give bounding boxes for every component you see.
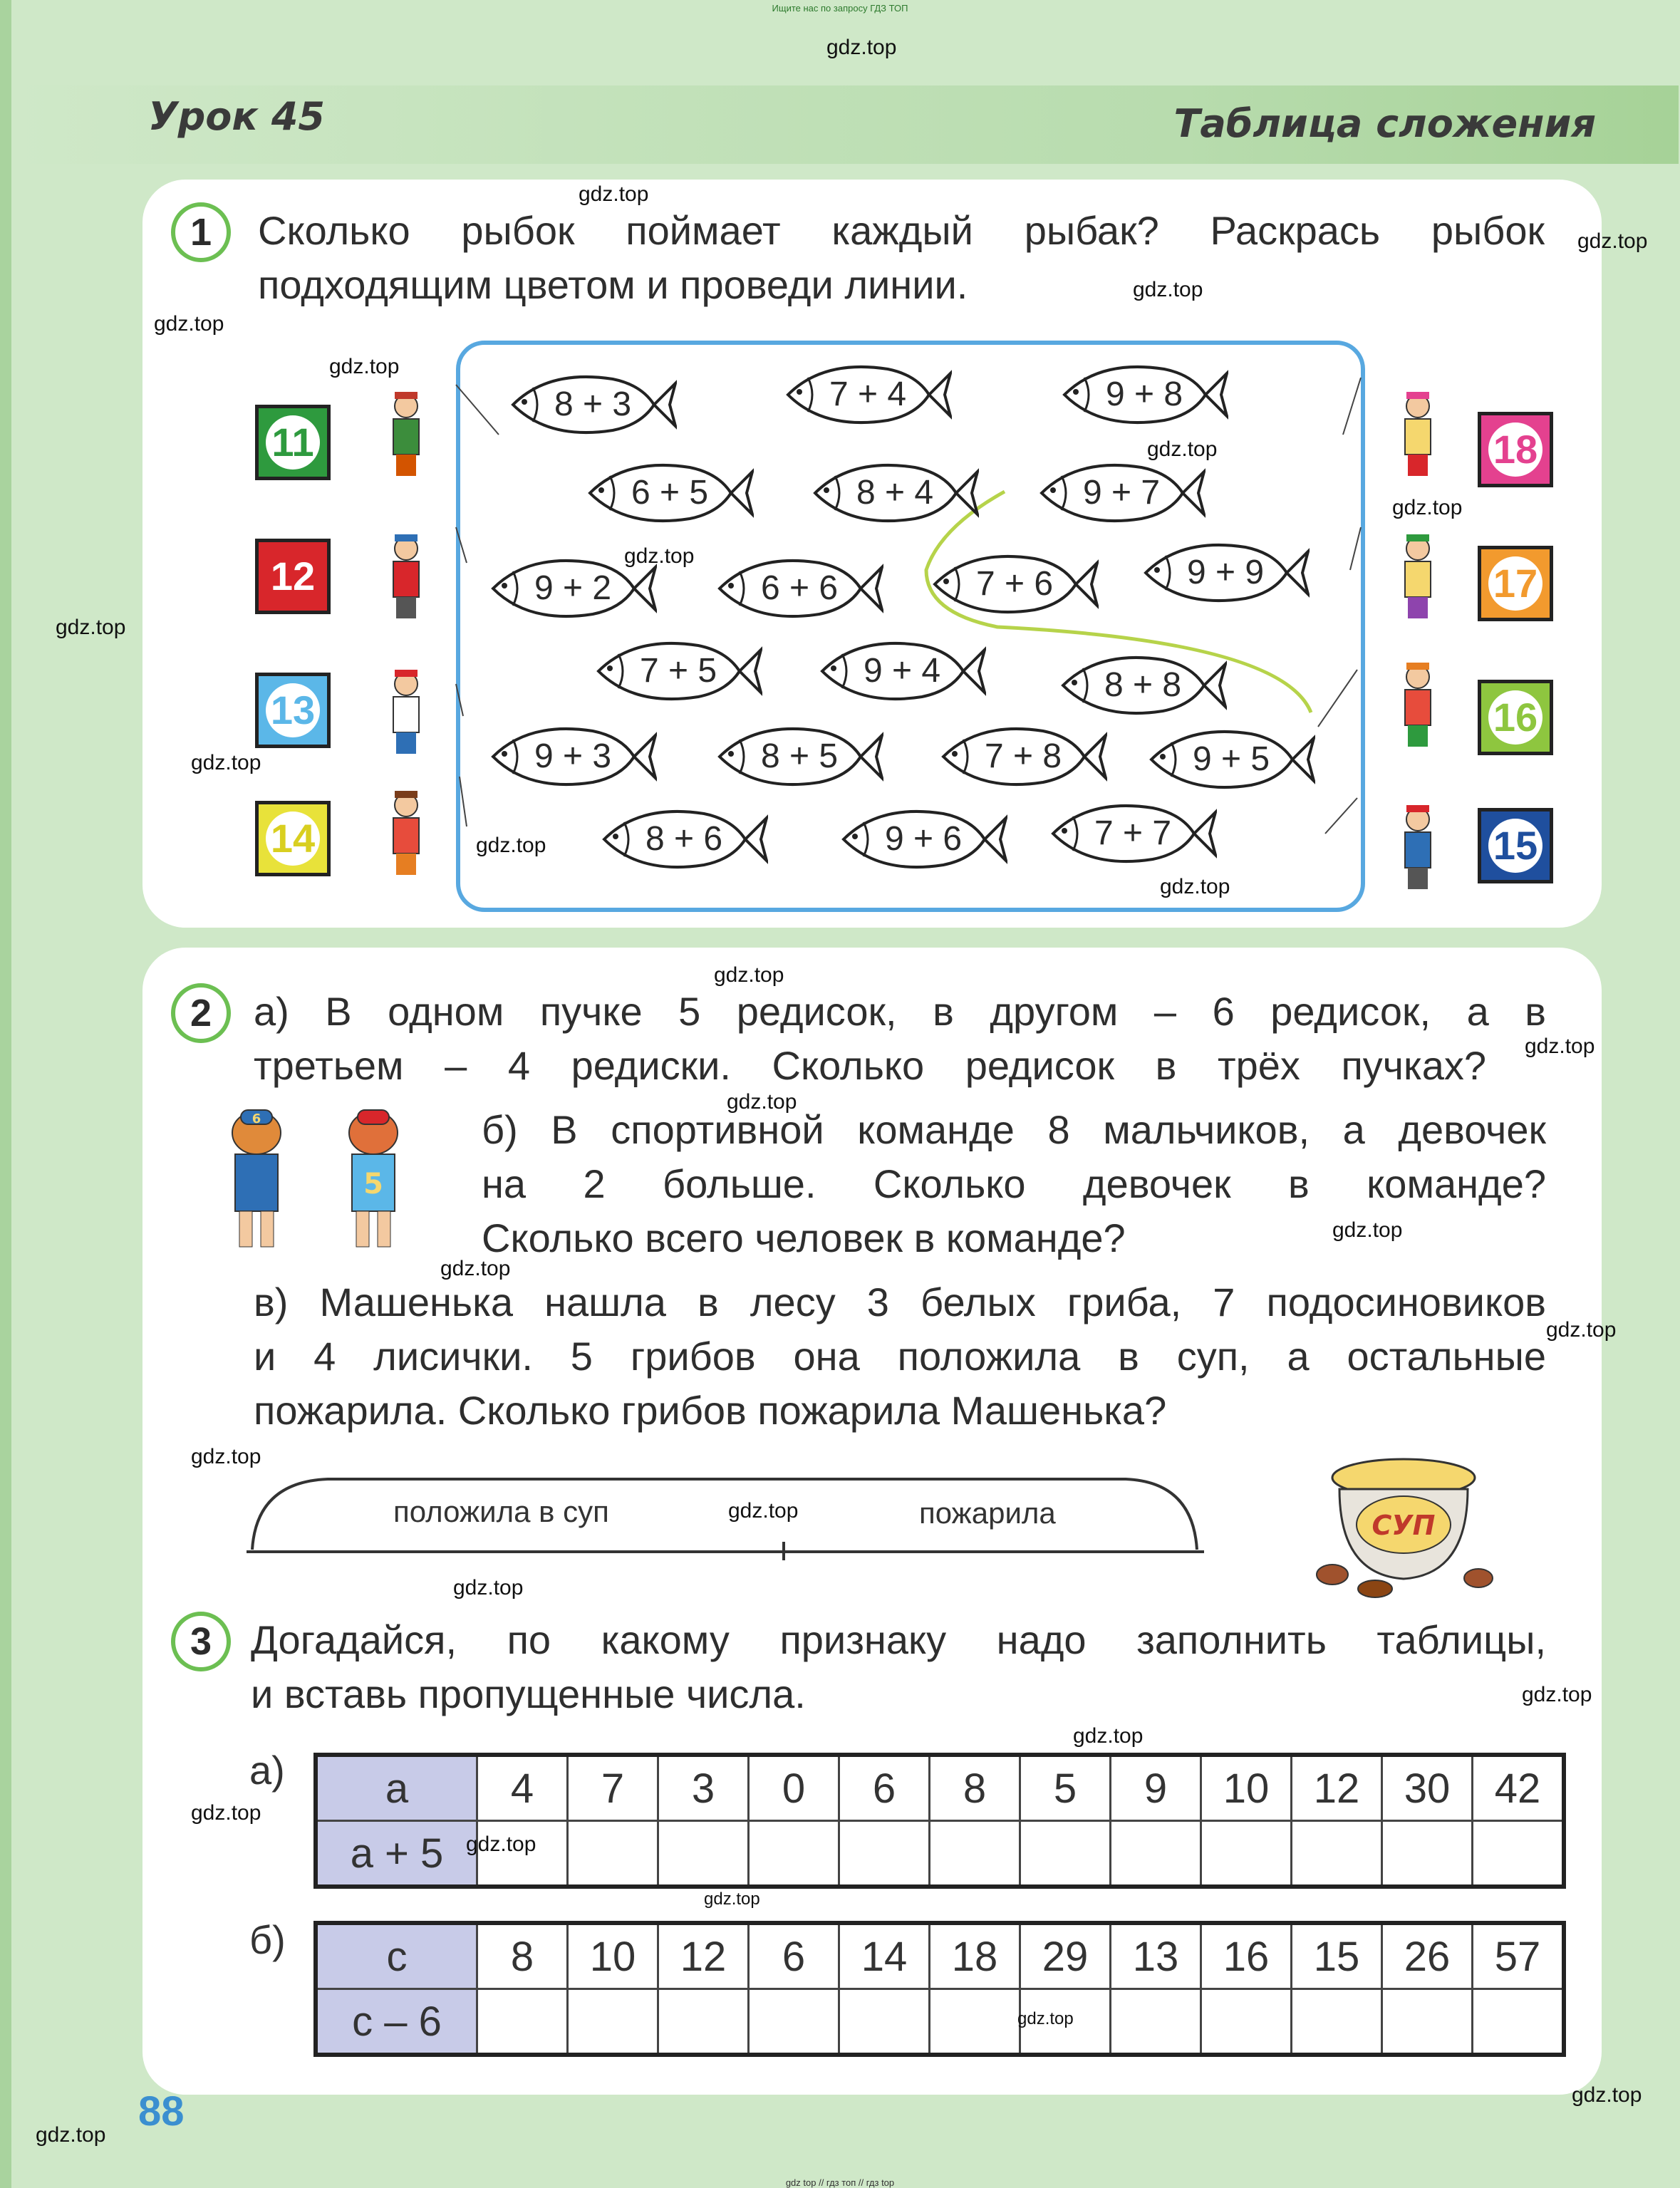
watermark: gdz.top xyxy=(1332,1218,1403,1242)
table-a-value: 30 xyxy=(1382,1755,1473,1821)
task2-b-line3: Сколько всего человек в команде? xyxy=(482,1215,1126,1260)
watermark: gdz.top xyxy=(826,36,897,59)
table-a-value: 12 xyxy=(1292,1755,1382,1821)
diagram-right-label: пожарила xyxy=(919,1496,1056,1530)
top-note: Ищите нас по запросу ГДЗ ТОП xyxy=(772,3,908,14)
watermark: gdz.top xyxy=(1147,437,1218,461)
watermark: gdz.top xyxy=(727,1090,797,1114)
task1-line1: Сколько рыбок поймает каждый рыбак? Раскрась рыбок xyxy=(258,208,1545,253)
fish-expression: 6 + 5 xyxy=(631,474,709,512)
fish-item[interactable] xyxy=(1050,359,1228,430)
table-a-value: 9 xyxy=(1111,1755,1201,1821)
soup-pot-icon xyxy=(1311,1446,1496,1603)
fish-item[interactable] xyxy=(499,369,677,440)
fish-item[interactable] xyxy=(705,553,883,624)
fisherman-icon xyxy=(370,663,442,762)
table-a-value: 0 xyxy=(749,1755,839,1821)
number-16-label: 16 xyxy=(1488,690,1542,745)
table-a-answer-cell[interactable] xyxy=(1201,1821,1292,1887)
watermark: gdz.top xyxy=(1017,2009,1074,2028)
number-box-13[interactable] xyxy=(255,673,331,748)
fisherman-icon xyxy=(370,385,442,484)
task3-line2: и вставь пропущенные числа. xyxy=(251,1671,806,1716)
number-11-label: 11 xyxy=(266,415,320,470)
fish-expression: 9 + 5 xyxy=(1192,740,1270,778)
table-b-head-c-minus-6: c – 6 xyxy=(316,1989,477,2055)
task2-number: 2 xyxy=(171,983,231,1043)
table-b-answer-cell[interactable] xyxy=(477,1989,568,2055)
fish-item[interactable] xyxy=(576,457,754,529)
fish-item[interactable] xyxy=(774,359,952,430)
table-a-answer-cell[interactable] xyxy=(658,1821,749,1887)
table-b-value: 15 xyxy=(1292,1923,1382,1989)
table-a-value: 7 xyxy=(568,1755,658,1821)
table-a-label: а) xyxy=(249,1748,285,1793)
watermark: gdz.top xyxy=(329,355,400,378)
task2-b-line2: на 2 больше. Сколько девочек в команде? xyxy=(482,1161,1546,1206)
task2-a-line2: третьем – 4 редиски. Сколько редисок в трёх пучках? xyxy=(254,1043,1486,1088)
table-a-head-a: a xyxy=(316,1755,477,1821)
table-b-value: 8 xyxy=(477,1923,568,1989)
table-b-value: 12 xyxy=(658,1923,749,1989)
table-b-answer-cell[interactable] xyxy=(1201,1989,1292,2055)
fish-expression: 7 + 7 xyxy=(1094,814,1172,852)
watermark: gdz.top xyxy=(476,834,546,857)
table-a-answer-cell[interactable] xyxy=(1111,1821,1201,1887)
task3-line1: Догадайся, по какому признаку надо заполнить таблицы, xyxy=(251,1617,1546,1662)
fish-item[interactable] xyxy=(584,636,762,707)
fish-item[interactable] xyxy=(829,804,1007,875)
watermark: gdz.top xyxy=(191,1445,261,1468)
number-box-12[interactable] xyxy=(255,539,331,614)
number-14-label: 14 xyxy=(266,812,320,866)
fish-item[interactable] xyxy=(1131,537,1310,608)
task2-c-line3: пожарила. Сколько грибов пожарила Машенька? xyxy=(254,1388,1167,1433)
watermark: gdz.top xyxy=(1073,1724,1144,1748)
fish-expression: 7 + 6 xyxy=(975,565,1054,603)
number-13-label: 13 xyxy=(266,683,320,737)
number-box-11[interactable] xyxy=(255,405,331,480)
watermark: gdz.top xyxy=(154,312,224,336)
fish-item[interactable] xyxy=(1027,457,1205,529)
table-b-value: 6 xyxy=(749,1923,839,1989)
table-b-answer-cell[interactable] xyxy=(749,1989,839,2055)
fisherman-icon xyxy=(370,784,442,883)
table-b-label: б) xyxy=(249,1917,286,1962)
watermark: gdz.top xyxy=(1577,229,1648,253)
watermark: gdz.top xyxy=(440,1257,511,1280)
fisherman-icon xyxy=(1382,655,1453,755)
fish-expression: 7 + 4 xyxy=(829,375,907,413)
number-box-18[interactable] xyxy=(1478,412,1553,487)
fish-expression: 7 + 5 xyxy=(639,652,717,690)
fish-expression: 8 + 6 xyxy=(645,820,723,858)
task1-number: 1 xyxy=(171,202,231,262)
number-15-label: 15 xyxy=(1488,819,1542,873)
table-b-answer-cell[interactable] xyxy=(1111,1989,1201,2055)
fish-item[interactable] xyxy=(479,721,657,792)
table-b-value: 14 xyxy=(839,1923,930,1989)
table-b-answer-cell[interactable] xyxy=(568,1989,658,2055)
table-b xyxy=(313,1921,1566,2057)
fish-expression: 7 + 8 xyxy=(984,737,1062,775)
table-a-value: 6 xyxy=(839,1755,930,1821)
watermark: gdz.top xyxy=(1133,278,1203,301)
table-b-value: 26 xyxy=(1382,1923,1473,1989)
task2-c-line2: и 4 лисички. 5 грибов она положила в суп, а остальные xyxy=(254,1334,1546,1379)
number-12-label: 12 xyxy=(270,554,316,598)
number-box-15[interactable] xyxy=(1478,808,1553,883)
number-17-label: 17 xyxy=(1488,556,1542,611)
watermark: gdz.top xyxy=(579,182,649,206)
fisherman-icon xyxy=(370,527,442,627)
lesson-title: Урок 45 xyxy=(148,94,325,139)
table-a-answer-cell[interactable] xyxy=(749,1821,839,1887)
table-b-value: 10 xyxy=(568,1923,658,1989)
fish-expression: 9 + 8 xyxy=(1105,375,1183,413)
fish-expression: 9 + 7 xyxy=(1082,474,1161,512)
task3-number: 3 xyxy=(171,1612,231,1671)
table-a-answer-cell[interactable] xyxy=(839,1821,930,1887)
watermark: gdz.top xyxy=(1572,2083,1642,2107)
fish-item[interactable] xyxy=(705,721,883,792)
fish-expression: 9 + 9 xyxy=(1186,554,1265,591)
table-a-head-a-plus-5: a + 5 xyxy=(316,1821,477,1887)
number-box-14[interactable] xyxy=(255,801,331,876)
table-b-answer-cell[interactable] xyxy=(930,1989,1020,2055)
table-a-value: 42 xyxy=(1473,1755,1565,1821)
task1-line2: подходящим цветом и проведи линии. xyxy=(258,262,968,307)
table-a-value: 5 xyxy=(1020,1755,1111,1821)
watermark: gdz.top xyxy=(624,544,695,568)
table-b-answer-cell[interactable] xyxy=(839,1989,930,2055)
jersey-number-1: 6 xyxy=(252,1111,261,1126)
diagram-left-label: положила в суп xyxy=(393,1495,609,1528)
number-18-label: 18 xyxy=(1488,422,1542,477)
table-b-value: 18 xyxy=(930,1923,1020,1989)
fisherman-icon xyxy=(1382,798,1453,898)
fish-expression: 9 + 6 xyxy=(884,820,963,858)
fish-expression: 8 + 8 xyxy=(1104,666,1182,704)
football-player-icon xyxy=(214,1097,299,1261)
table-b-head-c: c xyxy=(316,1923,477,1989)
fish-expression: 8 + 5 xyxy=(760,737,839,775)
watermark: gdz.top xyxy=(714,963,784,987)
task2-a-line1: а) В одном пучке 5 редисок, в другом – 6 редисок, а в xyxy=(254,989,1546,1034)
watermark: gdz.top xyxy=(191,751,261,774)
watermark: gdz.top xyxy=(728,1499,799,1523)
fish-item[interactable] xyxy=(808,636,986,707)
task2-c-line1: в) Машенька нашла в лесу 3 белых гриба, 7 подосиновиков xyxy=(254,1280,1546,1324)
bottom-note: gdz top // гдз топ // гдз top xyxy=(785,2177,895,2188)
fish-expression: 6 + 6 xyxy=(760,569,839,607)
table-b-answer-cell[interactable] xyxy=(658,1989,749,2055)
fisherman-icon xyxy=(1382,527,1453,627)
watermark: gdz.top xyxy=(466,1832,536,1856)
table-b-answer-cell[interactable] xyxy=(1292,1989,1382,2055)
watermark: gdz.top xyxy=(36,2123,106,2147)
table-b-value: 57 xyxy=(1473,1923,1565,1989)
table-a-value: 4 xyxy=(477,1755,568,1821)
table-a-answer-cell[interactable] xyxy=(1382,1821,1473,1887)
task2-b-line1: б) В спортивной команде 8 мальчиков, а девочек xyxy=(482,1107,1546,1152)
watermark: gdz.top xyxy=(1546,1318,1617,1342)
fish-item[interactable] xyxy=(929,721,1107,792)
table-a xyxy=(313,1753,1566,1889)
table-a-answer-cell[interactable] xyxy=(1292,1821,1382,1887)
number-box-16[interactable] xyxy=(1478,680,1553,755)
fish-item[interactable] xyxy=(801,457,979,529)
fish-item[interactable] xyxy=(590,804,768,875)
table-a-answer-cell[interactable] xyxy=(568,1821,658,1887)
topic-title: Таблица сложения xyxy=(1173,101,1596,146)
number-box-17[interactable] xyxy=(1478,546,1553,621)
watermark: gdz.top xyxy=(453,1576,524,1599)
football-player-icon xyxy=(331,1097,416,1261)
table-b-answer-cell[interactable] xyxy=(1473,1989,1565,2055)
watermark: gdz.top xyxy=(1522,1683,1592,1706)
fish-item[interactable] xyxy=(1049,650,1227,721)
table-a-answer-cell[interactable] xyxy=(930,1821,1020,1887)
table-b-value: 16 xyxy=(1201,1923,1292,1989)
watermark: gdz.top xyxy=(1392,496,1463,519)
table-b-value: 29 xyxy=(1020,1923,1111,1989)
table-b-answer-cell[interactable] xyxy=(1382,1989,1473,2055)
table-a-value: 10 xyxy=(1201,1755,1292,1821)
table-a-value: 8 xyxy=(930,1755,1020,1821)
fish-expression: 9 + 4 xyxy=(863,652,941,690)
table-a-answer-cell[interactable] xyxy=(1020,1821,1111,1887)
table-a-value: 3 xyxy=(658,1755,749,1821)
jersey-number-2: 5 xyxy=(363,1168,383,1201)
watermark: gdz.top xyxy=(704,1889,760,1909)
table-b-value: 13 xyxy=(1111,1923,1201,1989)
fish-item[interactable] xyxy=(921,549,1099,620)
table-a-answer-cell[interactable] xyxy=(1473,1821,1565,1887)
fish-item[interactable] xyxy=(1039,798,1217,869)
fish-expression: 9 + 2 xyxy=(534,569,612,607)
watermark: gdz.top xyxy=(1160,875,1230,898)
fish-item[interactable] xyxy=(1137,724,1315,795)
watermark: gdz.top xyxy=(1525,1035,1595,1058)
watermark: gdz.top xyxy=(56,616,126,639)
page-number: 88 xyxy=(138,2088,185,2135)
fish-expression: 9 + 3 xyxy=(534,737,612,775)
fisherman-icon xyxy=(1382,385,1453,484)
pot-label: СУП xyxy=(1372,1510,1436,1541)
fish-expression: 8 + 3 xyxy=(554,385,632,423)
watermark: gdz.top xyxy=(191,1801,261,1825)
fish-expression: 8 + 4 xyxy=(856,474,934,512)
